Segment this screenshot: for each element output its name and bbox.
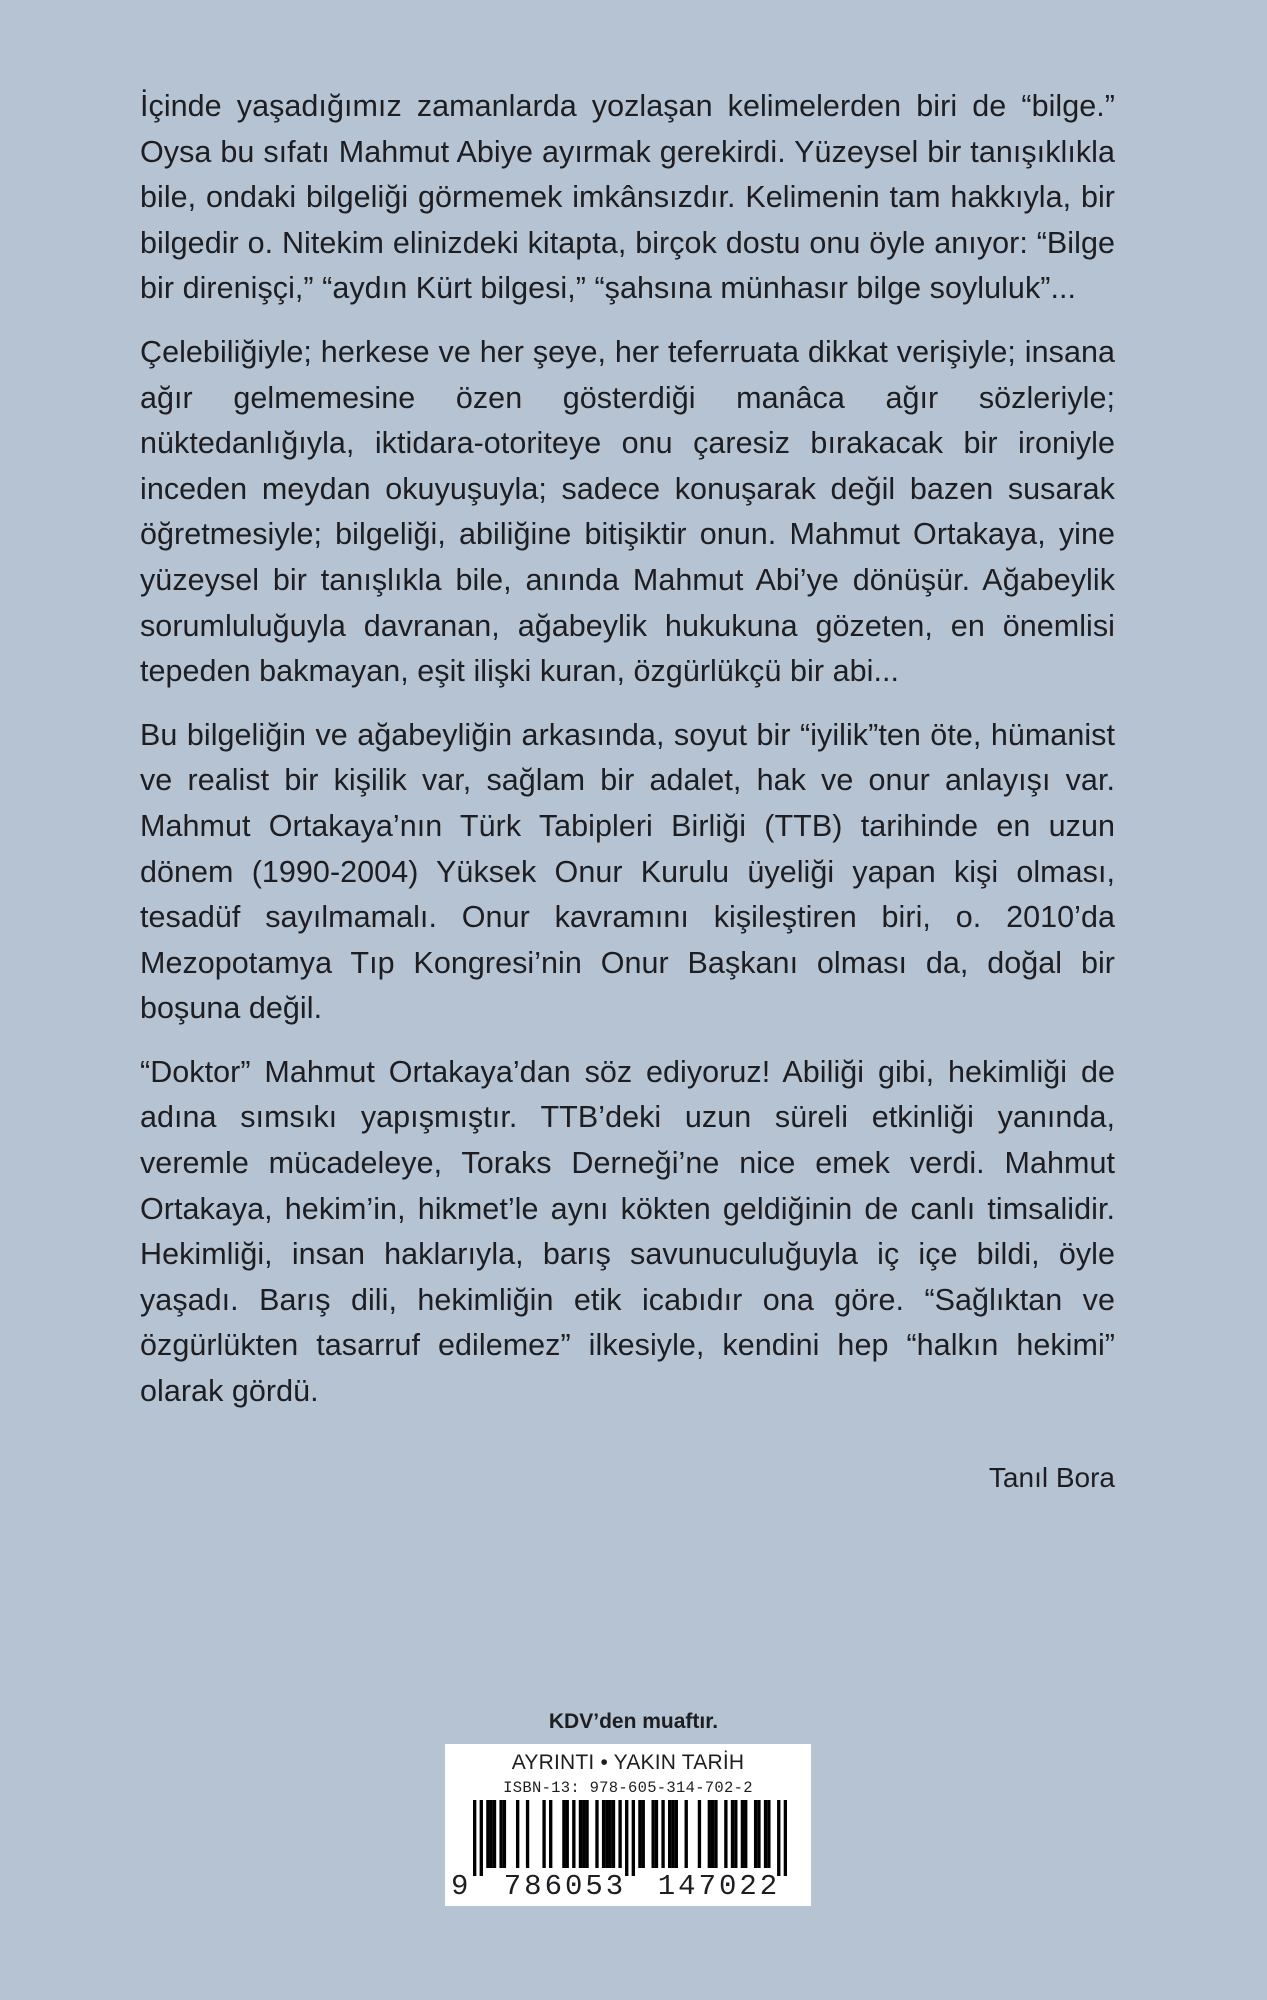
barcode-bar: [609, 1800, 612, 1868]
barcode-bar: [767, 1800, 770, 1868]
barcode-bar: [632, 1800, 635, 1876]
barcode-bar: [493, 1800, 496, 1868]
barcode-bar: [542, 1800, 545, 1868]
barcode-bars: [473, 1800, 787, 1876]
barcode-digit-first: 9: [451, 1870, 469, 1903]
blurb-paragraph-4: “Doktor” Mahmut Ortakaya’dan söz ediyoruz! Abiliği gibi, hekimliği de adına sımsıkı yapışmıştır. TTB’deki uzun süreli etkinliği yanında, veremle mücadeleye, Toraks Derneği’ne nice emek verdi. Mahmut Ortakaya, hekim’in, hikmet’le aynı kökten geldiğinin de canlı timsalidir. Hekimliği, insan haklarıyla, barış savunuculuğuyla iç içe bildi, öyle yaşadı. Barış dili, hekimliğin etik icabıdır ona göre. “Sağlıktan ve özgürlükten tasarruf edilemez” ilkesiyle, kendini hep “halkın hekimi” olarak gördü.: [140, 1054, 1115, 1409]
blurb-author: Tanıl Bora: [988, 1462, 1115, 1493]
barcode-bar: [490, 1800, 493, 1868]
barcode-bar: [784, 1800, 787, 1876]
barcode-bar: [579, 1800, 582, 1868]
blurb-paragraph-1: İçinde yaşadığımız zamanlarda yozlaşan kelimelerden biri de “bilge.” Oysa bu sıfatı Mahmut Abiye ayırmak gerekirdi. Yüzeysel bir tanışıklıkla bile, ondaki bilgeliği görmemek imkânsızdır. Kelimenin tam hakkıyla, bir bilgedir o. Nitekim elinizdeki kitapta, birçok dostu onu öyle anıyor: “Bilge bir direnişçi,” “aydın Kürt bilgesi,” “şahsına münhasır bilge soyluluk”...: [140, 89, 1115, 306]
barcode-bar: [685, 1800, 688, 1868]
barcode-bar: [675, 1800, 678, 1868]
barcode-digits-left: 786053: [503, 1870, 627, 1903]
barcode-bar: [562, 1800, 565, 1868]
barcode-bar: [754, 1800, 757, 1868]
barcode-bar: [734, 1800, 737, 1868]
barcode-bar: [486, 1800, 489, 1868]
barcode-bar: [572, 1800, 575, 1868]
barcode-bar: [642, 1800, 645, 1868]
barcode-bar: [711, 1800, 714, 1868]
barcode-bar: [473, 1800, 476, 1876]
barcode-bar: [777, 1800, 780, 1876]
barcode-bar: [516, 1800, 519, 1868]
barcode-bar: [731, 1800, 734, 1868]
barcode-bar: [503, 1800, 506, 1868]
barcode-bar: [605, 1800, 608, 1868]
blurb-paragraph-3: Bu bilgeliğin ve ağabeyliğin arkasında, soyut bir “iyilik”ten öte, hümanist ve realist bir kişilik var, sağlam bir adalet, hak ve onur anlayışı var. Mahmut Ortakaya’nın Türk Tabipleri Birliği (TTB) tarihinde en uzun dönem (1990-2004) Yüksek Onur Kurulu üyeliği yapan kişi olması, tesadüf sayılmamalı. Onur kavramını kişileştiren biri, o. 2010’da Mezopotamya Tıp Kongresi’nin Onur Başkanı olması da, doğal bir boşuna değil.: [140, 717, 1115, 1026]
barcode-bar: [566, 1800, 569, 1868]
barcode-bar: [757, 1800, 760, 1868]
barcode-bar: [724, 1800, 727, 1868]
barcode-bar: [526, 1800, 529, 1868]
barcode-bar: [661, 1800, 664, 1868]
barcode-bar: [595, 1800, 598, 1868]
barcode-digits-right: 147022: [657, 1870, 781, 1903]
vat-note: KDV’den muaftır.: [548, 1710, 719, 1733]
barcode-bar: [625, 1800, 628, 1876]
barcode-bar: [764, 1800, 767, 1868]
barcode-bar: [655, 1800, 658, 1868]
barcode-bar: [602, 1800, 605, 1868]
barcode-bar: [585, 1800, 588, 1868]
barcode-bar: [549, 1800, 552, 1868]
barcode-bar: [618, 1800, 621, 1868]
barcode-bar: [582, 1800, 585, 1868]
barcode-bar: [480, 1800, 483, 1876]
barcode-bar: [708, 1800, 711, 1868]
barcode-bar: [714, 1800, 717, 1868]
barcode-bar: [741, 1800, 744, 1868]
blurb-text: [140, 84, 1115, 1433]
barcode-bar: [698, 1800, 701, 1868]
barcode-bar: [671, 1800, 674, 1868]
blurb-paragraph-2: Çelebiliğiyle; herkese ve her şeye, her teferruata dikkat verişiyle; insana ağır gelmemesine özen gösterdiği manâca ağır sözleriyle; nüktedanlığıyla, iktidara-otoriteye onu çaresiz bırakacak bir ironiyle inceden meydan okuyuşuyla; sadece konuşarak değil bazen susarak öğretmesiyle; bilgeliği, abiliğine bitişiktir onun. Mahmut Ortakaya, yine yüzeysel bir tanışlıkla bile, anında Mahmut Abi’ye dönüşür. Ağabeylik sorumluluğuyla davranan, ağabeylik hukukuna gözeten, en önemlisi tepeden bakmayan, eşit ilişki kuran, özgürlükçü bir abi...: [140, 334, 1115, 689]
isbn-barcode: [445, 1744, 811, 1906]
barcode-isbn-text: ISBN-13: 978-605-314-702-2: [503, 1779, 753, 1797]
barcode-bar: [499, 1800, 502, 1868]
barcode-bar: [668, 1800, 671, 1868]
barcode-publisher-line: AYRINTI • YAKIN TARİH: [511, 1751, 745, 1774]
barcode-bar: [612, 1800, 615, 1868]
barcode-bar: [651, 1800, 654, 1868]
barcode-bar: [638, 1800, 641, 1868]
barcode-bar: [744, 1800, 747, 1868]
